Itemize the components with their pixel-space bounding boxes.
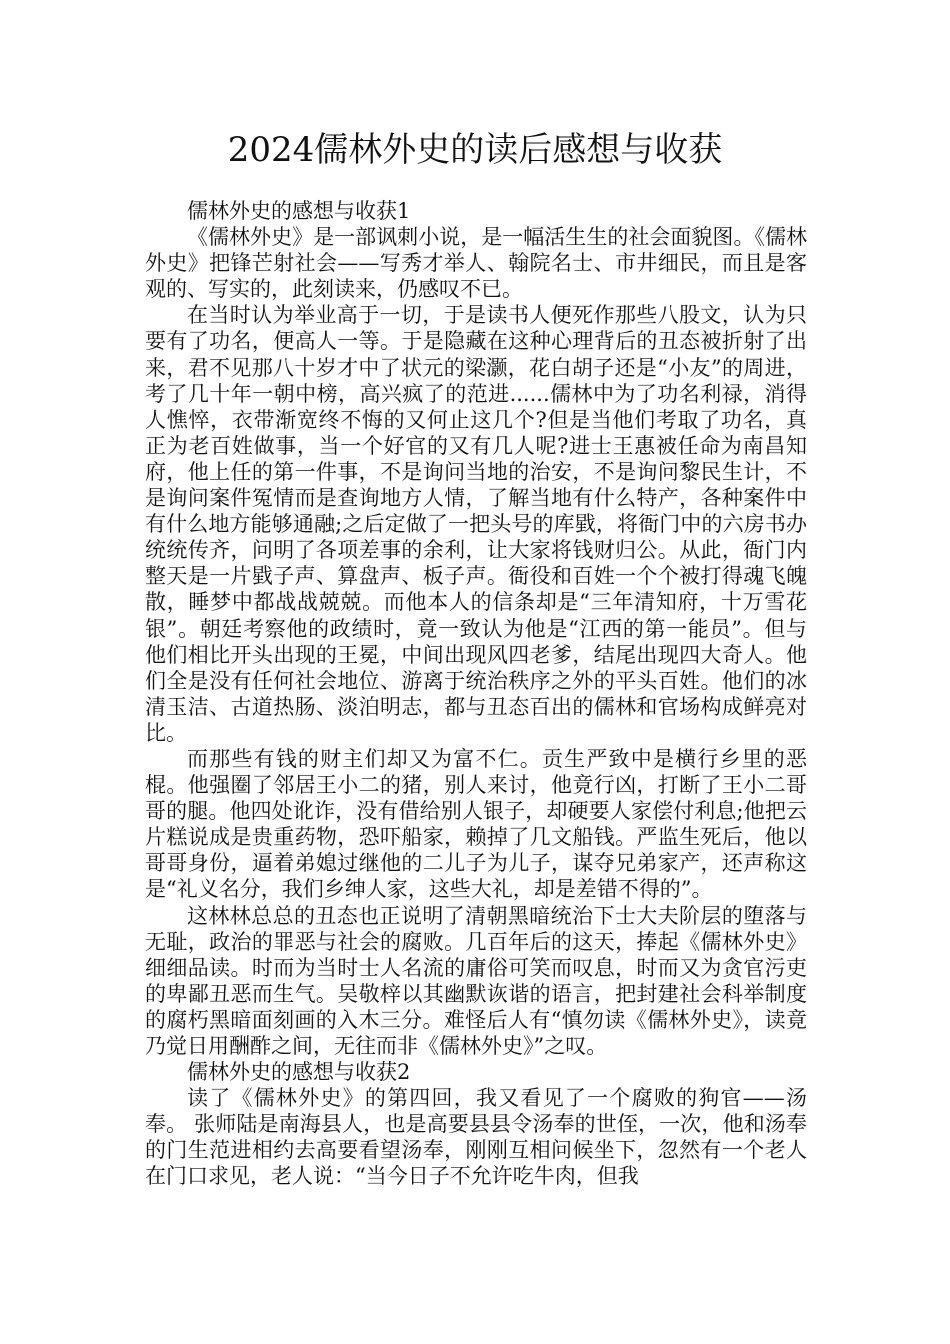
body-paragraph: 这林林总总的丑态也正说明了清朝黑暗统治下士大夫阶层的堕落与无耻，政治的罪恶与社会的腐败。几百年后的这天，捧起《儒林外史》细细品读。时而为当时士人名流的庸俗可笑而叹息，时而又为贪官污吏的卑鄙丑恶而生气。吴敬梓以其幽默诙谐的语言，把封建社会科举制度的腐朽黑暗面刻画的入木三分。难怪后人有“慎勿读《儒林外史》，读竟乃觉日用酬酢之间，无往而非《儒林外史》”之叹。 <box>145 903 807 1058</box>
document-title: 2024儒林外史的读后感想与收获 <box>227 130 723 170</box>
body-paragraph: 《儒林外史》是一部讽刺小说，是一幅活生生的社会面貌图。《儒林外史》把锋芒射社会——写秀才举人、翰院名士、市井细民，而且是客观的、写实的，此刻读来，仍感叹不已。 <box>145 225 807 302</box>
section-heading: 儒林外史的感想与收获1 <box>187 199 411 223</box>
section-heading: 儒林外史的感想与收获2 <box>187 1060 411 1085</box>
document-body <box>145 198 807 1190</box>
body-paragraph: 读了《儒林外史》的第四回，我又看见了一个腐败的狗官——汤奉。 张师陆是南海县人，也是高要县县令汤奉的世侄，一次，他和汤奉的门生范进相约去高要看望汤奉，刚刚互相问候坐下，忽然有一个老人在门口求见，老人说：“当今日子不允许吃牛肉，但我 <box>145 1086 807 1189</box>
body-paragraph: 而那些有钱的财主们却又为富不仁。贡生严致中是横行乡里的恶棍。他强圈了邻居王小二的猪，别人来讨，他竟行凶，打断了王小二哥哥的腿。他四处讹诈，没有借给别人银子，却硬要人家偿付利息;他把云片糕说成是贵重药物，恐吓船家，赖掉了几文船钱。严监生死后，他以哥哥身份，逼着弟媳过继他的二儿子为儿子，谋夺兄弟家产，还声称这是“礼义名分，我们乡绅人家，这些大礼，却是差错不得的”。 <box>145 746 807 902</box>
body-paragraph: 在当时认为举业高于一切，于是读书人便死作那些八股文，认为只要有了功名，便高人一等。于是隐藏在这种心理背后的丑态被折射了出来，君不见那八十岁才中了状元的梁灏，花白胡子还是“小友”的周进，考了几十年一朝中榜，高兴疯了的范进......儒林中为了功名利禄，消得人憔悴，衣带渐宽终不悔的又何止这几个?但是当他们考取了功名，真正为老百姓做事，当一个好官的又有几人呢?进士王惠被任命为南昌知府，他上任的第一件事，不是询问当地的治安，不是询问黎民生计，不是询问案件冤情而是查询地方人情，了解当地有什么特产，各种案件中有什么地方能够通融;之后定做了一把头号的库戥，将衙门中的六房书办统统传齐，问明了各项差事的余利，让大家将钱财归公。从此，衙门内整天是一片戥子声、算盘声、板子声。衙役和百姓一个个被打得魂飞魄散，睡梦中都战战兢兢。而他本人的信条却是“三年清知府，十万雪花银”。朝廷考察他的政绩时，竟一致认为他是“江西的第一能员”。但与他们相比开头出现的王冕，中间出现风四老爹，结尾出现四大奇人。他们全是没有任何社会地位、游离于统治秩序之外的平头百姓。他们的冰清玉洁、古道热肠、淡泊明志，都与丑态百出的儒林和官场构成鲜亮对比。 <box>145 303 807 745</box>
